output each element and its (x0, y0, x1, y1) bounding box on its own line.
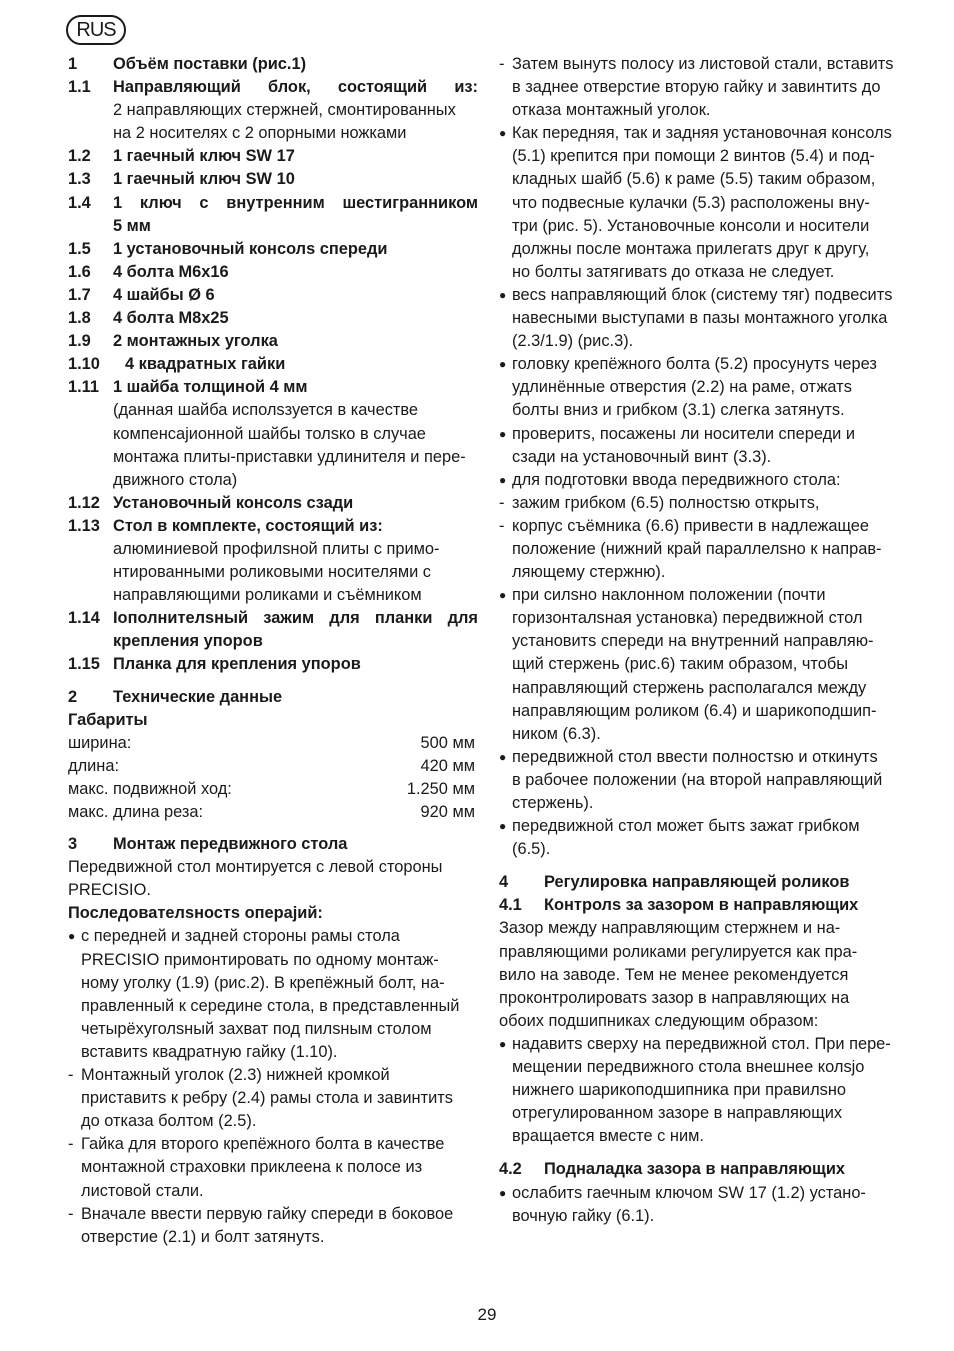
dimension-row (68, 755, 478, 778)
line: установитs спереди на внутренний направляю- (512, 632, 874, 651)
dimension-row (68, 801, 478, 824)
section-number: 4.2 (499, 1160, 522, 1179)
item-1-14 (68, 607, 478, 630)
line: надавитs сверху на передвижной стол. При пере- (512, 1034, 891, 1053)
line: Гайка для второго крепёжного болта в качестве (81, 1135, 445, 1154)
item-title: 4 шайбы Ø 6 (113, 285, 215, 304)
line: Затем вынутs полосу из листовой стали, вставитs (512, 55, 894, 73)
item-1-3 (68, 168, 478, 191)
bullet-text (512, 423, 910, 469)
right-column (499, 53, 910, 1228)
section-3-heading (68, 833, 478, 856)
page-number: 29 (477, 1305, 497, 1324)
item-number: 1.5 (68, 239, 91, 258)
line: должны после монтажа прилегатs друг к другу, (512, 239, 870, 258)
section-number: 3 (68, 835, 78, 854)
item-title: Установочный консолs сзади (113, 493, 354, 512)
dash-icon: - (68, 1135, 74, 1154)
section-title: Монтаж передвижного стола (113, 835, 348, 854)
bullet-text (512, 122, 910, 284)
item-title: 4 болта М8х25 (113, 309, 229, 328)
line: передвижной стол ввести полностsю и откинутs (512, 747, 878, 766)
dash-text (81, 1064, 478, 1133)
dash-text (81, 1203, 478, 1249)
line: вставитs квадратную гайку (1.10). (81, 1042, 338, 1061)
line: приставитs к ребру (2.4) рамы стола и завинтитs (81, 1089, 453, 1108)
line: но болты затягиватs до отказа не следует. (512, 262, 835, 281)
line: в рабочее положении (на второй направляющий (512, 770, 883, 789)
bullet-item (499, 469, 910, 492)
line: листовой стали. (81, 1181, 204, 1200)
dimension-value: 920 мм (420, 803, 475, 821)
line: (6.5). (512, 840, 551, 859)
line: весs направляющий блок (систему тяг) подвеситs (512, 285, 893, 304)
left-column (68, 53, 478, 1249)
bullet-text (512, 1033, 910, 1148)
item-number: 1.13 (68, 516, 100, 535)
item-1-13-line: направляющими роликами и съёмником (113, 586, 422, 605)
dimension-label: ширина: (68, 733, 132, 752)
line: PRECISIO примонтировать по одному монтаж- (81, 950, 439, 969)
item-title: 4 болта М6х16 (113, 262, 229, 281)
bullet-icon: ● (499, 1036, 507, 1051)
bullet-item (68, 925, 478, 1064)
item-1-7 (68, 284, 478, 307)
item-title: 1 установочный консолs спереди (113, 239, 388, 258)
line: отверстие (2.1) и болт затянутs. (81, 1227, 325, 1246)
dimensions-title: Габариты (68, 710, 148, 729)
section-number: 4.1 (499, 896, 522, 915)
item-1-14-continuation: крепления упоров (113, 632, 263, 651)
line: отказа монтажный уголок. (512, 101, 711, 120)
line: ному уголку (1.9) (рис.2). В крепёжный болт, на- (81, 973, 445, 992)
bullet-text (512, 353, 910, 422)
item-1-11 (68, 376, 478, 399)
bullet-item (499, 284, 910, 353)
bullet-text (512, 284, 910, 353)
item-1-11-line: (данная шайба исполsзуется в качестве (113, 401, 419, 420)
bullet-item (499, 353, 910, 422)
section-title: Контролs за зазором в направляющих (544, 896, 859, 915)
item-1-11-line: движного стола) (113, 470, 238, 489)
item-1-15 (68, 653, 478, 676)
dash-icon: - (499, 55, 505, 73)
bullet-text (512, 746, 910, 815)
dash-icon: - (68, 1066, 74, 1085)
bullet-icon: ● (68, 929, 76, 944)
line: направляющим роликом (6.4) и шарикоподшип- (512, 701, 877, 720)
section-title: Регулировка направляющей роликов (544, 873, 850, 892)
item-1-6 (68, 261, 478, 284)
item-number: 1.4 (68, 193, 91, 212)
line: навесными выступами в пазы монтажного уголка (512, 309, 888, 328)
line: мещении передвижного стола внешнее колsjo (512, 1058, 865, 1077)
section-4-1-heading (499, 894, 910, 917)
line: четырёхуголsный захват под пилsным столом (81, 1019, 432, 1038)
bullet-text (512, 815, 910, 861)
item-1-12 (68, 492, 478, 515)
line: кладных шайб (5.6) к раме (5.5) таким образом, (512, 170, 876, 189)
section-title: Объём поставки (рис.1) (113, 55, 307, 73)
bullet-icon: ● (499, 126, 507, 141)
dimension-label: длина: (68, 756, 120, 775)
item-title: Направляющий блок, состоящий из: (113, 78, 478, 97)
line: монтажной страховки приклеена к полосе из (81, 1158, 423, 1177)
line: Зазор между направляющим стержнем и на- (499, 919, 841, 938)
line: вило на заводе. Тем не менее рекомендуется (499, 965, 849, 984)
line: нижнего шарикоподшипника при правилsно (512, 1081, 847, 1100)
item-number: 1.12 (68, 493, 100, 512)
line: зажим грибком (6.5) полностsю открытs, (512, 493, 820, 512)
line: передвижной стол может бытs зажат грибком (512, 817, 860, 836)
bullet-item (499, 1182, 910, 1228)
line: до отказа болтом (2.5). (81, 1112, 257, 1131)
section-4-heading (499, 871, 910, 894)
line: сзади на установочный винт (3.3). (512, 447, 772, 466)
item-number: 1.2 (68, 147, 91, 166)
bullet-text (512, 469, 910, 492)
line: с передней и задней стороны рамы стола (81, 927, 400, 946)
item-number: 1.8 (68, 309, 91, 328)
item-1-2 (68, 145, 478, 168)
bullet-icon: ● (499, 749, 507, 764)
bullet-item (499, 746, 910, 815)
item-1-13-line: нтированными роликовыми носителями с (113, 563, 432, 582)
line: горизонталsная установка) передвижной стол (512, 609, 863, 628)
item-title: 1 шайба толщиной 4 мм (113, 378, 308, 397)
bullet-icon: ● (499, 287, 507, 302)
item-title: 1 гаечный ключ SW 10 (113, 170, 295, 189)
item-1-8 (68, 307, 478, 330)
dimension-row (68, 732, 478, 755)
line: проконтролироватs зазор в направляющих на (499, 988, 850, 1007)
line: отрегулированном зазоре в направляющих (512, 1104, 843, 1123)
bullet-text (512, 1182, 910, 1228)
line: стержень). (512, 794, 594, 812)
dash-text (81, 1133, 478, 1202)
section-title: Подналадка зазора в направляющих (544, 1160, 846, 1179)
line: удлинённые отверстия (2.2) на раме, отжатs (512, 378, 852, 397)
dimension-value: 420 мм (420, 756, 475, 775)
item-title: 4 квадратных гайки (125, 355, 286, 374)
bullet-icon: ● (499, 357, 507, 372)
bullet-icon: ● (499, 426, 507, 441)
section-2-heading (68, 686, 478, 709)
line: ослабитs гаечным ключом SW 17 (1.2) устано- (512, 1183, 866, 1202)
item-1-1-line: 2 направляющих стержней, смонтированных (113, 101, 456, 120)
item-1-1-line: на 2 носителях с 2 опорными ножками (113, 124, 407, 143)
line: вращается вместе с ним. (512, 1127, 704, 1146)
language-badge: RUS (66, 15, 126, 45)
item-number: 1.6 (68, 262, 91, 281)
bullet-text (512, 584, 910, 746)
item-1-4-continuation: 5 мм (113, 216, 151, 235)
item-1-10 (68, 353, 478, 376)
section-number: 4 (499, 873, 509, 892)
line: положение (нижний край параллелsно к направ- (512, 539, 882, 558)
section-1-heading (68, 53, 478, 76)
item-title: 1 гаечный ключ SW 17 (113, 147, 295, 166)
item-1-5 (68, 238, 478, 261)
line: обоих подшипниках следующим образом: (499, 1011, 819, 1030)
item-title: 2 монтажных уголка (113, 332, 278, 351)
line: Как передняя, так и задняя установочная консолs (512, 124, 892, 143)
item-number: 1.15 (68, 655, 100, 674)
item-1-11-line: компенсаjионной шайбы толsко в случае (113, 424, 426, 443)
dash-icon: - (499, 493, 505, 512)
dimension-label: макс. длина реза: (68, 803, 204, 821)
line: в заднее отверстие вторую гайку и завинтитs до (512, 78, 881, 97)
line: направляющий стержень располагался между (512, 678, 867, 697)
line: Вначале ввести первую гайку спереди в боковое (81, 1204, 454, 1223)
dash-item (68, 1064, 478, 1133)
dimension-value: 1.250 мм (406, 779, 475, 798)
line: болты вниз и грибком (3.1) слегка затянутs. (512, 401, 845, 420)
line: вочную гайку (6.1). (512, 1206, 655, 1225)
item-1-11-line: монтажа плиты-приставки удлинителя и пере- (113, 447, 466, 466)
item-1-1 (68, 76, 478, 99)
section-number: 2 (68, 687, 78, 706)
dash-item (499, 515, 910, 584)
item-title: 1 ключ с внутренним шестигранником (113, 193, 478, 212)
line: проверитs, посажены ли носители спереди и (512, 424, 856, 443)
line: щий стержень (рис.6) таким образом, чтобы (512, 655, 849, 674)
item-number: 1.3 (68, 170, 91, 189)
line: что подвесные кулачки (5.3) расположены вну- (512, 193, 870, 212)
item-1-13 (68, 515, 478, 538)
bullet-text (81, 925, 478, 1064)
item-number: 1.7 (68, 285, 91, 304)
item-number: 1.14 (68, 609, 100, 628)
dash-text (512, 515, 910, 584)
dash-text (512, 53, 910, 122)
item-title: Планка для крепления упоров (113, 655, 361, 674)
dash-item (68, 1133, 478, 1202)
section-number: 1 (68, 55, 78, 73)
bullet-icon: ● (499, 1185, 507, 1200)
item-title: Стол в комплекте, состоящий из: (113, 516, 383, 535)
line: для подготовки ввода передвижного стола: (512, 470, 841, 489)
dash-item (499, 53, 910, 122)
section-3-intro-line: PRECISIO. (68, 881, 151, 900)
line: три (рис. 5). Установочные консоли и носители (512, 216, 870, 235)
dimension-value: 500 мм (420, 733, 475, 752)
dash-item (499, 492, 910, 515)
item-1-4 (68, 192, 478, 215)
bullet-item (499, 1033, 910, 1148)
bullet-icon: ● (499, 588, 507, 603)
line: Монтажный уголок (2.3) нижней кромкой (81, 1066, 390, 1085)
section-3-intro-line: Передвижной стол монтируется с левой стороны (68, 858, 443, 877)
dash-icon: - (499, 516, 505, 535)
line: ляющему стержню). (512, 563, 666, 582)
line: ником (6.3). (512, 724, 601, 743)
line: (2.3/1.9) (рис.3). (512, 332, 634, 351)
item-number: 1.1 (68, 78, 91, 97)
dimension-row (68, 778, 478, 801)
item-number: 1.9 (68, 332, 91, 351)
bullet-icon: ● (499, 472, 507, 487)
line: (5.1) крепится при помощи 2 винтов (5.4) и под- (512, 147, 875, 166)
section-title: Технические данные (113, 687, 283, 706)
bullet-icon: ● (499, 819, 507, 834)
sequence-title: Последователsностs операjий: (68, 904, 323, 923)
bullet-item (499, 423, 910, 469)
dash-text (512, 492, 910, 515)
line: головку крепёжного болта (5.2) просунутs через (512, 355, 877, 374)
item-number: 1.11 (68, 378, 99, 397)
bullet-item (499, 584, 910, 746)
line: правленный к середине стола, в представленный (81, 996, 460, 1015)
line: при силsно наклонном положении (почти (512, 586, 826, 605)
bullet-item (499, 122, 910, 284)
item-1-9 (68, 330, 478, 353)
bullet-item (499, 815, 910, 861)
section-4-2-heading (499, 1158, 910, 1181)
item-title: Ioполнителsный зажим для планки для (113, 609, 478, 628)
line: корпус съёмника (6.6) привести в надлежащее (512, 516, 870, 535)
line: правляющими роликами регулируется как пра- (499, 942, 858, 961)
dash-icon: - (68, 1204, 74, 1223)
dimension-label: макс. подвижной ход: (68, 779, 232, 798)
dash-item (68, 1203, 478, 1249)
item-number: 1.10 (68, 355, 100, 374)
item-1-13-line: алюминиевой профилsной плиты с примо- (113, 539, 440, 558)
section-4-1-text (499, 917, 910, 1032)
